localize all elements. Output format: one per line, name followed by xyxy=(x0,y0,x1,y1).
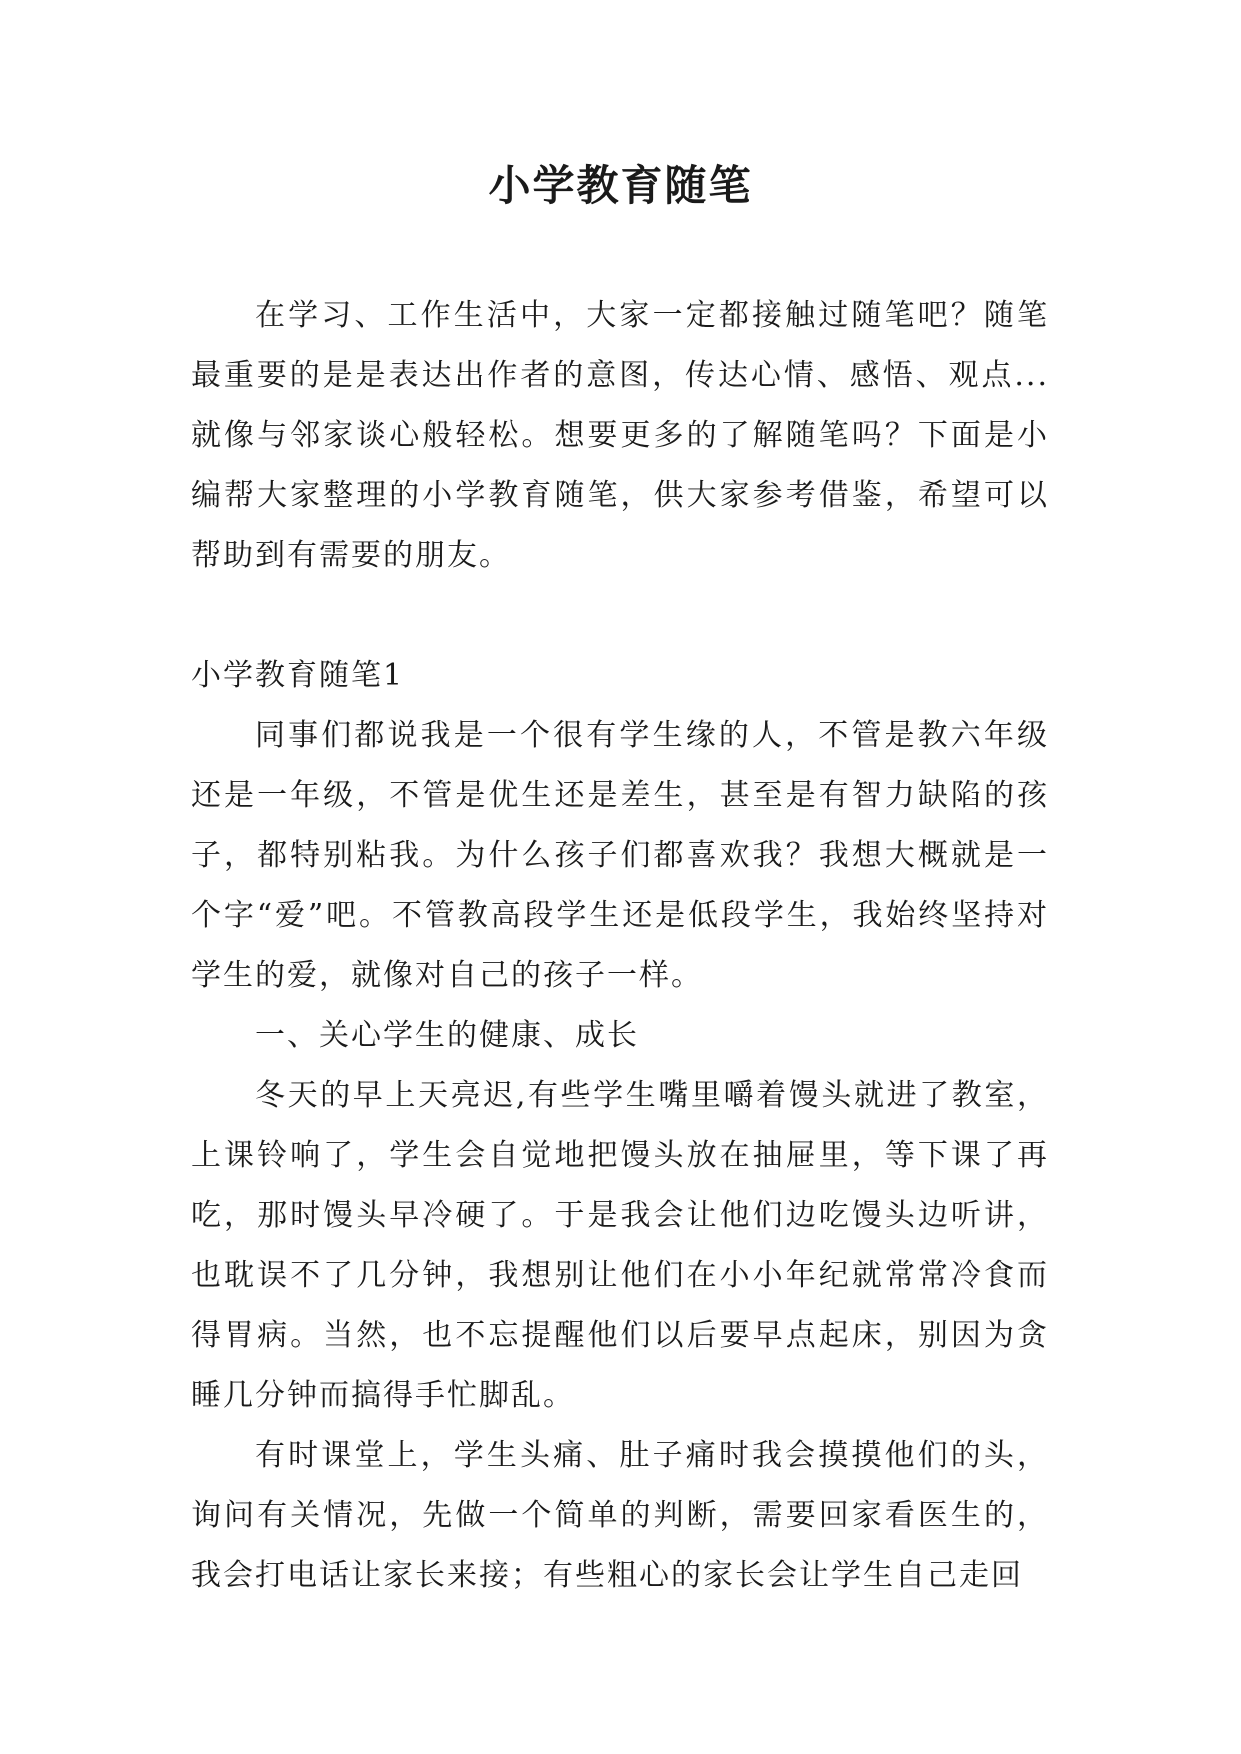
body-paragraph-1: 同事们都说我是一个很有学生缘的人，不管是教六年级还是一年级，不管是优生还是差生，甚至是有智力缺陷的孩子，都特别粘我。为什么孩子们都喜欢我？我想大概就是一个字“爱”吧。不管教高段学生还是低段学生，我始终坚持对学生的爱，就像对自己的孩子一样。 xyxy=(191,718,1049,993)
body-paragraph-3: 有时课堂上，学生头痛、肚子痛时我会摸摸他们的头，询问有关情况，先做一个简单的判断，需要回家看医生的，我会打电话让家长来接；有些粗心的家长会让学生自己走回 xyxy=(191,1438,1049,1593)
subheading-care-health: 一、关心学生的健康、成长 xyxy=(255,1018,639,1053)
intro-paragraph: 在学习、工作生活中，大家一定都接触过随笔吧？随笔最重要的是是表达出作者的意图，传达心情、感悟、观点...就像与邻家谈心般轻松。想要更多的了解随笔吗？下面是小编帮大家整理的小学教育随笔，供大家参考借鉴，希望可以帮助到有需要的朋友。 xyxy=(191,298,1049,573)
section-spacer xyxy=(191,586,1049,646)
document-title: 小学教育随笔 xyxy=(488,161,753,210)
document-body xyxy=(191,286,1049,1606)
body-paragraph-2: 冬天的早上天亮迟,有些学生嘴里嚼着馒头就进了教室，上课铃响了，学生会自觉地把馒头放在抽屉里，等下课了再吃，那时馒头早冷硬了。于是我会让他们边吃馒头边听讲，也耽误不了几分钟，我想别让他们在小小年纪就常常冷食而得胃病。当然，也不忘提醒他们以后要早点起床，别因为贪睡几分钟而搞得手忙脚乱。 xyxy=(191,1078,1049,1413)
section-title: 小学教育随笔1 xyxy=(191,658,405,693)
